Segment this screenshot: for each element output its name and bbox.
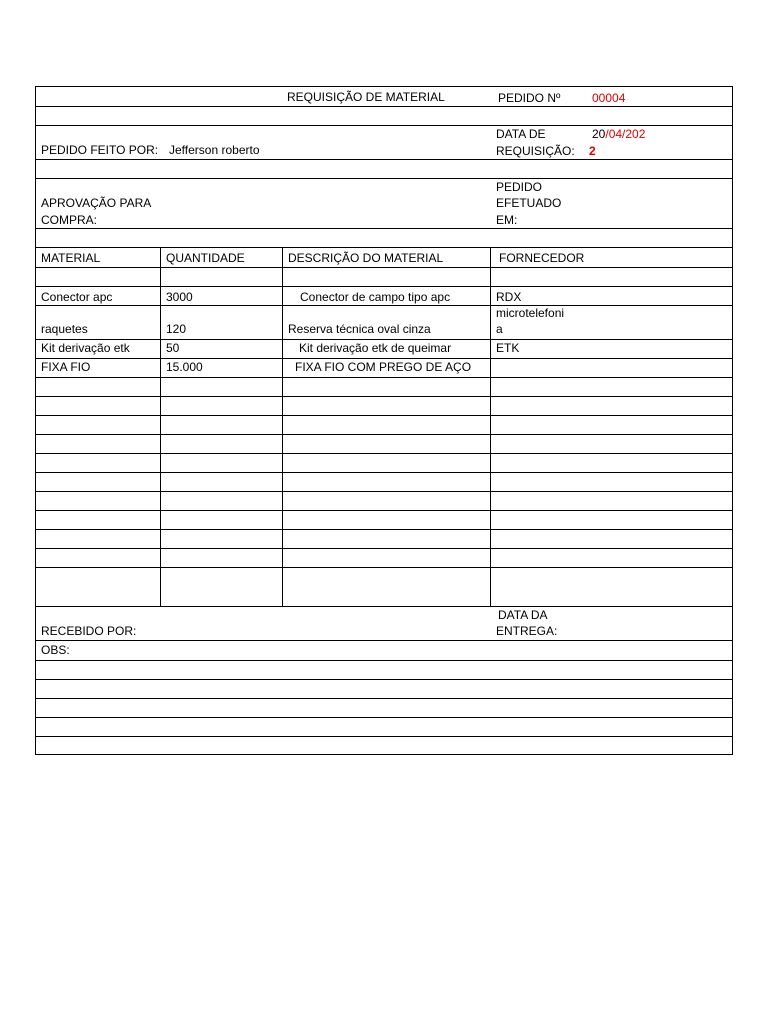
row-divider [36, 679, 732, 680]
row-divider [36, 717, 732, 718]
order-placed-label: EFETUADO [496, 196, 562, 210]
column-header-quantity: QUANTIDADE [166, 251, 245, 265]
row-divider [36, 529, 732, 530]
row-divider [36, 106, 732, 107]
delivery-date-label: ENTREGA: [496, 624, 558, 638]
row-divider [36, 698, 732, 699]
row-divider [36, 339, 732, 340]
table-cell-description: Conector de campo tipo apc [300, 290, 451, 304]
table-cell-supplier: a [496, 322, 503, 336]
row-divider [36, 567, 732, 568]
request-date-label: REQUISIÇÃO: [496, 144, 575, 158]
obs-label: OBS: [41, 643, 70, 657]
requested-by-label: PEDIDO FEITO POR: [41, 143, 159, 157]
order-number-label: PEDIDO Nº [498, 91, 561, 105]
table-cell-description: Kit derivação etk de queimar [299, 341, 452, 355]
row-divider [36, 377, 732, 378]
row-divider [36, 415, 732, 416]
row-divider [36, 396, 732, 397]
request-date-value-cont: 2 [589, 144, 596, 158]
row-divider [36, 125, 732, 126]
row-divider [36, 247, 732, 248]
approval-label: APROVAÇÃO PARA [41, 196, 152, 210]
order-number-value: 00004 [592, 91, 626, 105]
row-divider [36, 510, 732, 511]
approval-label: COMPRA: [41, 213, 98, 227]
table-cell-material: Conector apc [41, 290, 113, 304]
column-header-description: DESCRIÇÃO DO MATERIAL [288, 251, 444, 265]
row-divider [36, 178, 732, 179]
row-divider [36, 606, 732, 607]
request-date-value: 20/04/202 [592, 127, 646, 141]
row-divider [36, 453, 732, 454]
table-cell-material: FIXA FIO [41, 360, 91, 374]
received-by-label: RECEBIDO POR: [41, 624, 137, 638]
requisition-form [35, 86, 733, 755]
table-cell-supplier: ETK [496, 341, 520, 355]
table-cell-material: raquetes [41, 322, 88, 336]
table-cell-quantity: 120 [166, 322, 187, 336]
column-header-supplier: FORNECEDOR [499, 251, 585, 265]
row-divider [36, 736, 732, 737]
table-cell-quantity: 15.000 [166, 360, 203, 374]
table-cell-quantity: 50 [166, 341, 180, 355]
table-cell-material: Kit derivação etk [41, 341, 130, 355]
row-divider [36, 491, 732, 492]
table-cell-supplier: RDX [496, 290, 522, 304]
row-divider [36, 472, 732, 473]
row-divider [36, 159, 732, 160]
table-cell-description: Reserva técnica oval cinza [288, 322, 431, 336]
order-placed-label: EM: [496, 213, 518, 227]
row-divider [36, 358, 732, 359]
row-divider [36, 434, 732, 435]
column-header-material: MATERIAL [41, 251, 101, 265]
row-divider [36, 660, 732, 661]
row-divider [36, 228, 732, 229]
order-placed-label: PEDIDO [496, 180, 543, 194]
row-divider [36, 286, 732, 287]
table-cell-supplier: microtelefoni [496, 306, 565, 320]
row-divider [36, 305, 732, 306]
column-divider [160, 247, 161, 606]
row-divider [36, 548, 732, 549]
table-cell-quantity: 3000 [166, 290, 193, 304]
requested-by-value: Jefferson roberto [169, 143, 260, 157]
form-title: REQUISIÇÃO DE MATERIAL [287, 90, 445, 104]
delivery-date-label: DATA DA [498, 608, 548, 622]
column-divider [282, 247, 283, 606]
request-date-label: DATA DE [496, 127, 546, 141]
column-divider [490, 247, 491, 606]
row-divider [36, 640, 732, 641]
row-divider [36, 267, 732, 268]
table-cell-description: FIXA FIO COM PREGO DE AÇO [295, 360, 472, 374]
